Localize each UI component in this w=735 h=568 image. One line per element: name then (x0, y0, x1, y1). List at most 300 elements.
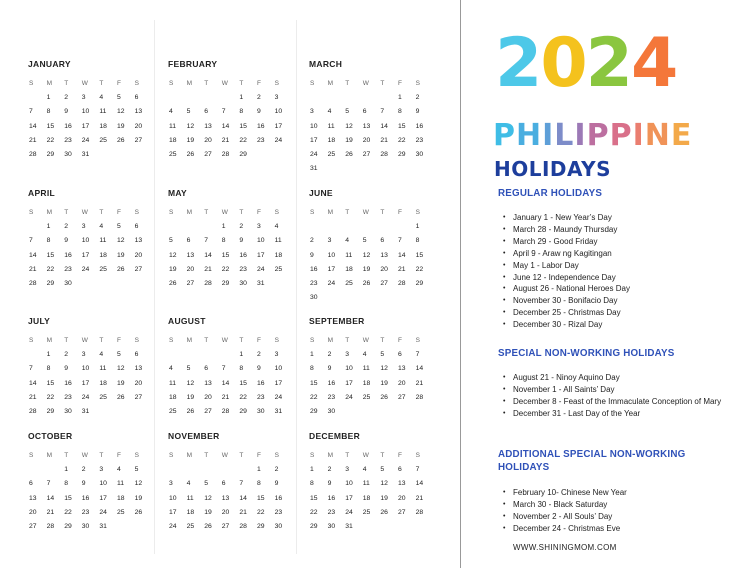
day-cell: 30 (64, 407, 72, 415)
title-letter: H (516, 118, 543, 153)
day-cell: 25 (99, 136, 107, 144)
empty-cell (28, 91, 46, 105)
day-cell: 9 (256, 365, 261, 373)
weekday-header: T (380, 209, 385, 216)
day-cell: 6 (134, 223, 139, 231)
day-cell: 10 (81, 365, 90, 373)
day-cell: 31 (274, 407, 283, 415)
empty-cell (203, 348, 221, 362)
day-cell: 8 (239, 365, 244, 373)
day-cell: 14 (29, 379, 37, 387)
day-cell: 13 (380, 251, 388, 259)
day-cell: 27 (134, 136, 143, 144)
day-cell: 24 (345, 508, 353, 516)
weekday-header: W (221, 80, 228, 87)
empty-cell (203, 463, 221, 477)
empty-cell (28, 348, 46, 362)
day-cell: 23 (274, 508, 283, 516)
day-cell: 10 (274, 108, 283, 116)
day-cell: 3 (81, 94, 86, 102)
day-cell: 18 (345, 265, 353, 273)
day-cell: 21 (29, 136, 37, 144)
weekday-header: S (274, 452, 279, 459)
weekday-header: W (221, 337, 228, 344)
weekday-header: T (239, 337, 244, 344)
weekday-header: T (99, 209, 104, 216)
weekday-header: S (310, 337, 315, 344)
month-december (309, 430, 429, 534)
day-cell: 22 (310, 393, 318, 401)
additional-holidays-list (503, 487, 723, 535)
weekday-header: T (239, 209, 244, 216)
month-name: APRIL (28, 188, 55, 198)
day-cell: 13 (221, 494, 230, 502)
day-cell: 22 (310, 508, 318, 516)
day-cell: 9 (81, 480, 86, 488)
day-cell: 5 (345, 108, 349, 116)
day-cell: 23 (64, 136, 72, 144)
day-cell: 5 (116, 94, 121, 102)
day-cell: 20 (134, 379, 143, 387)
day-cell: 14 (415, 365, 424, 373)
empty-cell (327, 91, 345, 105)
weekday-header: S (29, 80, 34, 87)
day-cell: 7 (29, 108, 33, 116)
day-cell: 11 (274, 237, 282, 245)
weekday-header: T (64, 80, 69, 87)
day-cell: 11 (362, 365, 370, 373)
day-cell: 10 (345, 365, 353, 373)
day-cell: 7 (221, 365, 226, 373)
day-cell: 4 (327, 108, 332, 116)
day-cell: 31 (310, 165, 318, 173)
day-cell: 6 (134, 94, 139, 102)
day-cell: 4 (169, 365, 173, 373)
day-cell: 11 (169, 379, 177, 387)
day-cell: 25 (169, 150, 177, 158)
day-cell: 24 (81, 136, 90, 144)
day-cell: 2 (64, 94, 68, 102)
day-cell: 16 (327, 494, 336, 502)
day-cell: 29 (256, 522, 265, 530)
day-cell: 15 (415, 251, 424, 259)
month-april (28, 187, 148, 291)
day-cell: 15 (221, 251, 230, 259)
day-cell: 26 (116, 265, 125, 273)
day-cell: 4 (362, 351, 367, 359)
day-cell: 2 (64, 223, 68, 231)
day-cell: 15 (46, 379, 55, 387)
day-cell: 5 (204, 480, 208, 488)
day-cell: 26 (169, 279, 177, 287)
month-march (309, 58, 429, 176)
day-cell: 29 (310, 522, 318, 530)
month-name: MAY (168, 188, 188, 198)
weekday-header: M (46, 337, 53, 344)
day-cell: 25 (99, 265, 107, 273)
title-philippine (493, 118, 692, 154)
day-cell: 3 (274, 94, 279, 102)
empty-cell (28, 220, 46, 234)
title-letter: L (554, 118, 575, 153)
day-cell: 6 (204, 108, 208, 116)
day-cell: 23 (64, 393, 72, 401)
day-cell: 9 (256, 108, 261, 116)
day-cell: 15 (64, 494, 72, 502)
day-cell: 20 (186, 265, 195, 273)
month-september (309, 315, 429, 419)
day-cell: 1 (221, 223, 226, 231)
day-cell: 30 (274, 522, 283, 530)
day-cell: 9 (64, 365, 68, 373)
day-cell: 9 (327, 365, 332, 373)
day-cell: 23 (327, 393, 336, 401)
day-cell: 7 (415, 351, 420, 359)
month-november (168, 430, 288, 534)
day-cell: 3 (345, 466, 349, 474)
weekday-header: F (397, 80, 402, 87)
day-cell: 8 (310, 365, 314, 373)
month-grid (168, 449, 288, 534)
empty-cell (362, 220, 380, 234)
weekday-header: T (380, 337, 385, 344)
day-cell: 22 (415, 265, 424, 273)
day-cell: 1 (64, 466, 68, 474)
day-cell: 1 (239, 94, 244, 102)
weekday-header: W (362, 80, 369, 87)
empty-cell (186, 463, 204, 477)
day-cell: 13 (186, 251, 195, 259)
weekday-header: M (186, 452, 193, 459)
weekday-header: S (169, 452, 174, 459)
day-cell: 7 (397, 237, 402, 245)
holiday-item: • August 21 - Ninoy Aquino Day (503, 372, 723, 384)
day-cell: 11 (345, 251, 353, 259)
day-cell: 3 (310, 108, 314, 116)
day-cell: 4 (99, 223, 104, 231)
day-cell: 28 (221, 150, 230, 158)
title-letter: P (493, 118, 516, 153)
weekday-header: T (99, 80, 104, 87)
month-grid (28, 77, 148, 162)
day-cell: 3 (256, 223, 261, 231)
weekday-header: W (81, 452, 88, 459)
day-cell: 14 (397, 251, 406, 259)
day-cell: 28 (221, 407, 230, 415)
day-cell: 29 (239, 407, 247, 415)
day-cell: 15 (239, 379, 247, 387)
weekday-header: T (204, 80, 209, 87)
day-cell: 29 (310, 407, 318, 415)
weekday-header: F (116, 452, 121, 459)
day-cell: 27 (397, 508, 406, 516)
day-cell: 20 (397, 379, 406, 387)
special-holidays-heading: SPECIAL NON-WORKING HOLIDAYS (498, 348, 675, 359)
day-cell: 3 (99, 466, 104, 474)
day-cell: 17 (256, 251, 265, 259)
day-cell: 20 (397, 494, 406, 502)
day-cell: 22 (256, 508, 265, 516)
weekday-header: F (116, 337, 121, 344)
weekday-header: W (81, 209, 88, 216)
day-cell: 4 (99, 94, 104, 102)
month-grid (309, 77, 429, 176)
day-cell: 19 (186, 136, 195, 144)
day-cell: 6 (397, 351, 402, 359)
day-cell: 28 (29, 279, 37, 287)
day-cell: 4 (99, 351, 104, 359)
weekday-header: T (345, 80, 350, 87)
day-cell: 16 (64, 122, 72, 130)
day-cell: 31 (99, 522, 107, 530)
day-cell: 16 (256, 379, 265, 387)
day-cell: 30 (81, 522, 90, 530)
day-cell: 14 (239, 494, 247, 502)
day-cell: 29 (46, 407, 55, 415)
weekday-header: F (256, 80, 261, 87)
day-cell: 28 (397, 279, 406, 287)
empty-cell (309, 91, 327, 105)
day-cell: 8 (239, 108, 244, 116)
day-cell: 16 (310, 265, 318, 273)
day-cell: 9 (239, 237, 244, 245)
day-cell: 23 (256, 136, 265, 144)
day-cell: 24 (99, 508, 107, 516)
day-cell: 27 (204, 407, 212, 415)
day-cell: 27 (29, 522, 37, 530)
weekday-header: S (134, 452, 139, 459)
day-cell: 11 (169, 122, 177, 130)
day-cell: 6 (29, 480, 33, 488)
day-cell: 23 (64, 265, 72, 273)
day-cell: 12 (362, 251, 371, 259)
day-cell: 4 (186, 480, 191, 488)
weekday-header: M (46, 209, 53, 216)
empty-cell (203, 91, 221, 105)
month-name: JULY (28, 316, 51, 326)
weekday-header: W (81, 337, 88, 344)
weekday-header: S (415, 209, 420, 216)
day-cell: 5 (134, 466, 139, 474)
day-cell: 12 (116, 237, 125, 245)
title-letter: E (670, 118, 693, 153)
title-letter: P (609, 118, 633, 153)
day-cell: 7 (29, 365, 33, 373)
day-cell: 19 (116, 122, 125, 130)
day-cell: 28 (204, 279, 212, 287)
weekday-header: T (345, 337, 350, 344)
weekday-header: T (239, 80, 244, 87)
holiday-item: • November 2 - All Souls’ Day (503, 511, 723, 523)
day-cell: 17 (99, 494, 107, 502)
empty-cell (203, 220, 221, 234)
day-cell: 16 (327, 379, 336, 387)
empty-cell (186, 348, 204, 362)
day-cell: 29 (46, 150, 55, 158)
day-cell: 26 (186, 150, 195, 158)
weekday-header: F (397, 209, 402, 216)
day-cell: 13 (29, 494, 37, 502)
weekday-header: F (256, 337, 261, 344)
day-cell: 29 (239, 150, 247, 158)
empty-cell (379, 220, 397, 234)
day-cell: 16 (239, 251, 247, 259)
day-cell: 22 (46, 136, 55, 144)
day-cell: 20 (134, 122, 143, 130)
day-cell: 16 (64, 379, 72, 387)
day-cell: 29 (221, 279, 230, 287)
day-cell: 9 (64, 237, 68, 245)
day-cell: 21 (415, 494, 424, 502)
day-cell: 14 (380, 122, 388, 130)
day-cell: 25 (362, 393, 371, 401)
day-cell: 29 (415, 279, 424, 287)
day-cell: 14 (415, 480, 424, 488)
day-cell: 27 (362, 150, 371, 158)
day-cell: 11 (327, 122, 335, 130)
day-cell: 17 (81, 251, 90, 259)
day-cell: 8 (46, 108, 51, 116)
holiday-item: • August 26 - National Heroes Day (503, 283, 723, 295)
year-digit: 2 (495, 24, 541, 103)
day-cell: 21 (397, 265, 406, 273)
day-cell: 22 (221, 265, 230, 273)
day-cell: 8 (256, 480, 261, 488)
day-cell: 26 (380, 393, 388, 401)
day-cell: 7 (29, 237, 33, 245)
weekday-header: M (186, 80, 193, 87)
day-cell: 30 (239, 279, 247, 287)
day-cell: 19 (169, 265, 177, 273)
holiday-item: • June 12 - Independence Day (503, 272, 723, 284)
day-cell: 11 (186, 494, 194, 502)
empty-cell (221, 463, 239, 477)
day-cell: 30 (327, 407, 336, 415)
day-cell: 2 (239, 223, 244, 231)
day-cell: 28 (415, 508, 424, 516)
day-cell: 1 (46, 223, 51, 231)
day-cell: 15 (46, 251, 55, 259)
day-cell: 14 (221, 379, 230, 387)
day-cell: 20 (380, 265, 388, 273)
month-name: FEBRUARY (168, 59, 218, 69)
weekday-header: S (274, 209, 279, 216)
day-cell: 24 (327, 279, 336, 287)
day-cell: 22 (46, 265, 55, 273)
day-cell: 16 (64, 251, 72, 259)
title-letter: I (574, 118, 587, 153)
day-cell: 3 (81, 351, 86, 359)
day-cell: 8 (310, 480, 314, 488)
day-cell: 21 (415, 379, 424, 387)
day-cell: 5 (380, 466, 385, 474)
day-cell: 10 (274, 365, 283, 373)
day-cell: 13 (362, 122, 371, 130)
title-holidays: HOLIDAYS (494, 157, 611, 181)
day-cell: 9 (274, 480, 279, 488)
day-cell: 20 (362, 136, 371, 144)
weekday-header: M (327, 80, 334, 87)
day-cell: 26 (362, 279, 371, 287)
day-cell: 15 (310, 379, 318, 387)
day-cell: 23 (81, 508, 90, 516)
regular-holidays-list (503, 212, 723, 331)
day-cell: 12 (116, 365, 125, 373)
weekday-header: S (310, 452, 315, 459)
day-cell: 30 (64, 279, 72, 287)
weekday-header: M (46, 452, 53, 459)
day-cell: 9 (310, 251, 314, 259)
holiday-item: • December 8 - Feast of the Immaculate Conception of Mary (503, 396, 723, 408)
empty-cell (186, 91, 204, 105)
title-letter: N (644, 118, 671, 153)
day-cell: 17 (274, 122, 283, 130)
day-cell: 1 (46, 351, 51, 359)
day-cell: 27 (397, 393, 406, 401)
day-cell: 27 (186, 279, 195, 287)
website-url: WWW.SHININGMOM.COM (513, 543, 617, 552)
day-cell: 10 (345, 480, 353, 488)
day-cell: 30 (327, 522, 336, 530)
day-cell: 18 (99, 379, 107, 387)
weekday-header: W (81, 80, 88, 87)
weekday-header: S (29, 452, 34, 459)
day-cell: 15 (310, 494, 318, 502)
empty-cell (327, 220, 345, 234)
day-cell: 16 (415, 122, 424, 130)
month-grid (309, 206, 429, 305)
day-cell: 24 (310, 150, 318, 158)
empty-cell (168, 220, 186, 234)
empty-cell (168, 91, 186, 105)
weekday-header: M (186, 209, 193, 216)
month-may (168, 187, 288, 291)
day-cell: 28 (380, 150, 388, 158)
day-cell: 8 (415, 237, 420, 245)
day-cell: 29 (64, 522, 72, 530)
day-cell: 26 (116, 136, 125, 144)
year-title (495, 26, 676, 102)
day-cell: 21 (221, 393, 230, 401)
day-cell: 17 (345, 379, 353, 387)
day-cell: 28 (29, 150, 37, 158)
day-cell: 6 (362, 108, 367, 116)
year-digit: 4 (630, 24, 677, 103)
day-cell: 17 (81, 379, 90, 387)
day-cell: 28 (415, 393, 424, 401)
day-cell: 18 (362, 379, 371, 387)
day-cell: 17 (345, 494, 353, 502)
day-cell: 18 (186, 508, 195, 516)
day-cell: 6 (221, 480, 226, 488)
day-cell: 17 (274, 379, 283, 387)
day-cell: 8 (46, 365, 51, 373)
weekday-header: T (64, 209, 69, 216)
holiday-panel (461, 0, 735, 568)
day-cell: 2 (81, 466, 86, 474)
day-cell: 23 (239, 265, 247, 273)
day-cell: 31 (81, 150, 90, 158)
day-cell: 25 (362, 508, 371, 516)
day-cell: 14 (221, 122, 230, 130)
day-cell: 22 (397, 136, 406, 144)
day-cell: 24 (274, 136, 283, 144)
month-july (28, 315, 148, 419)
day-cell: 28 (29, 407, 37, 415)
day-cell: 26 (134, 508, 143, 516)
weekday-header: W (362, 209, 369, 216)
title-letter: P (586, 118, 610, 153)
